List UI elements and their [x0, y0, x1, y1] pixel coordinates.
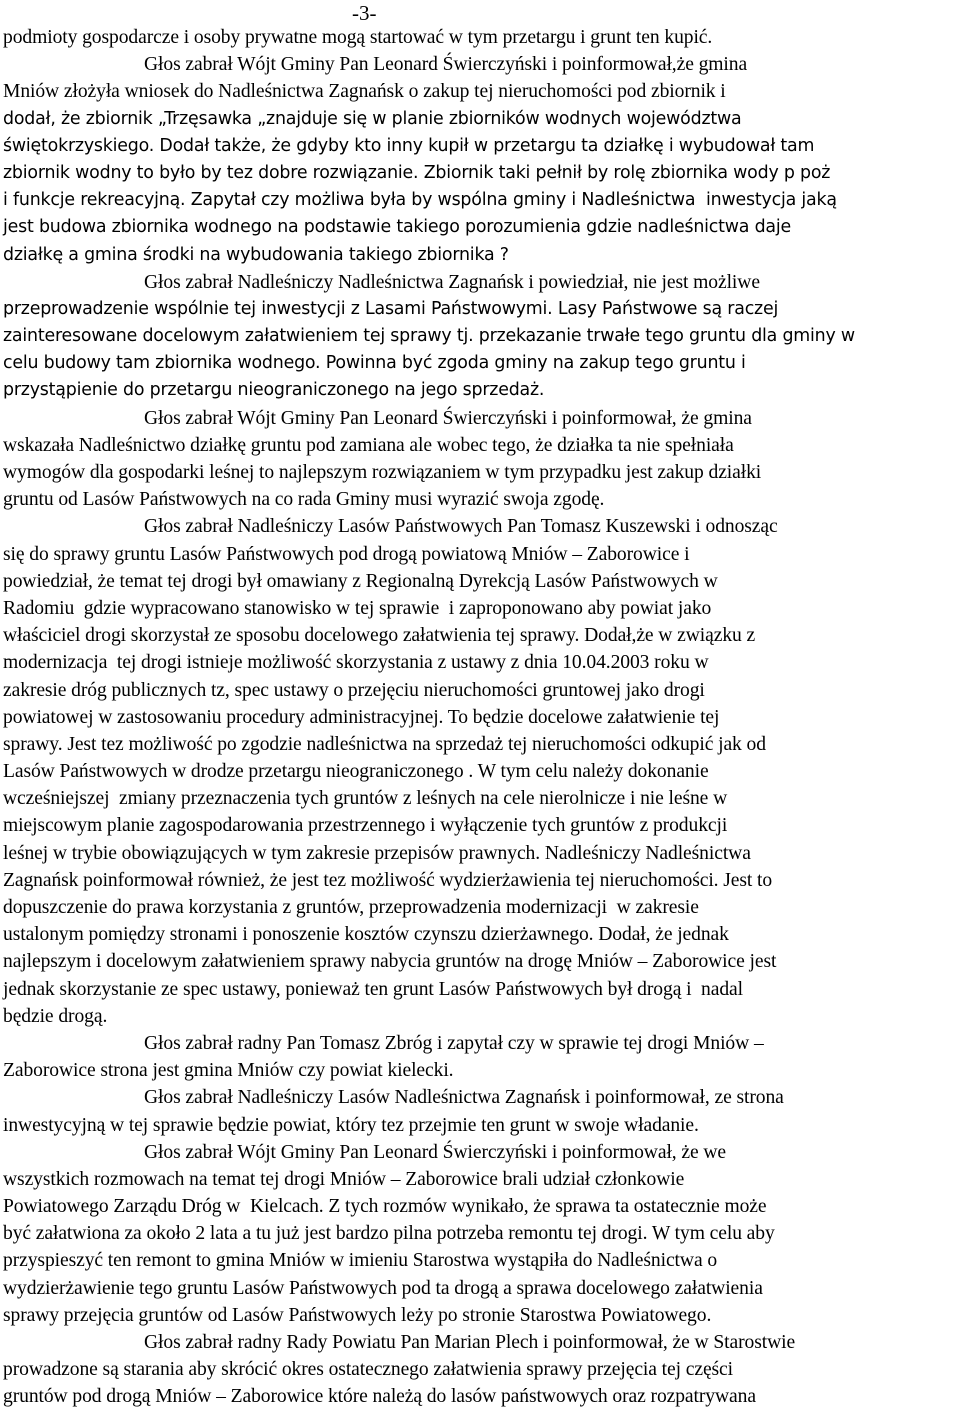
text-line: Głos zabrał Wójt Gminy Pan Leonard Świerczyński i poinformował, że gmina — [144, 407, 752, 429]
text-line: modernizacja tej drogi istnieje możliwość skorzystania z ustawy z dnia 10.04.2003 roku w — [3, 652, 709, 674]
text-line: powiatowej w zastosowaniu procedury administracyjnej. To będzie docelowe załatwienie tej — [3, 706, 720, 728]
text-line: Głos zabrał Wójt Gminy Pan Leonard Świerczyński i poinformował,że gmina — [144, 54, 748, 76]
text-line: i funkcje rekreacyjną. Zapytał czy możliwa była by wspólna gminy i Nadleśnictwa inwestycja jaką — [3, 190, 837, 211]
text-line: działkę a gmina środki na wybudowania takiego zbiornika ? — [3, 244, 509, 265]
text-line: Głos zabrał Nadleśniczy Lasów Nadleśnictwa Zagnańsk i poinformował, ze strona — [144, 1087, 784, 1109]
text-line: miejscowym planie zagospodarowania przestrzennego i wyłączenie tych gruntów z produkcji — [3, 815, 728, 837]
text-line: być załatwiona za około 2 lata a tu już jest bardzo pilna potrzeba remontu tej drogi. W tym celu aby — [3, 1223, 775, 1245]
text-line: wskazała Nadleśnictwo działkę gruntu pod zamiana ale wobec tego, że działka ta nie spełniała — [3, 434, 734, 456]
text-line: właściciel drogi skorzystał ze sposobu docelowego załatwienia tej sprawy. Dodał,że w związku z — [3, 625, 756, 647]
text-line: się do sprawy gruntu Lasów Państwowych pod drogą powiatową Mniów – Zaborowice i — [3, 543, 690, 565]
text-line: Głos zabrał radny Pan Tomasz Zbróg i zapytał czy w sprawie tej drogi Mniów – — [144, 1032, 764, 1054]
text-line: wymogów dla gospodarki leśnej to najlepszym rozwiązaniem w tym przypadku jest zakup działki — [3, 462, 762, 483]
text-line: prowadzone są starania aby skrócić okres ostatecznego załatwienia sprawy przejęcia tej części — [3, 1359, 734, 1381]
text-line: inwestycyjną w tej sprawie będzie powiat, który tez przejmie ten grunt w swoje władanie. — [3, 1114, 699, 1136]
text-line: sprawy przejęcia gruntów od Lasów Państwowych leży po stronie Starostwa Powiatowego. — [3, 1304, 712, 1326]
text-line: Głos zabrał Wójt Gminy Pan Leonard Świerczyński i poinformował, że we — [144, 1141, 727, 1163]
text-line: Powiatowego Zarządu Dróg w Kielcach. Z tych rozmów wynikało, że sprawa ta ostatecznie może — [3, 1196, 767, 1218]
text-line: celu budowy tam zbiornika wodnego. Powinna być zgoda gminy na zakup tego gruntu i — [3, 353, 746, 374]
text-line: przyspieszyć ten remont to gmina Mniów w imieniu Starostwa wystąpiła do Nadleśnictwa o — [3, 1250, 718, 1272]
text-line: Lasów Państwowych w drodze przetargu nieograniczonego . W tym celu należy dokonanie — [3, 761, 709, 783]
text-line: wszystkich rozmowach na temat tej drogi Mniów – Zaborowice brali udział członkowie — [3, 1168, 685, 1190]
text-line: powiedział, że temat tej drogi był omawiany z Regionalną Dyrekcją Lasów Państwowych w — [3, 570, 718, 592]
text-line: wcześniejszej zmiany przeznaczenia tych gruntów z leśnych na cele nierolnicze i nie leśne w — [3, 788, 728, 810]
text-line: Głos zabrał Nadleśniczy Lasów Państwowych Pan Tomasz Kuszewski i odnosząc — [144, 516, 778, 538]
text-line: najlepszym i docelowym załatwieniem sprawy nabycia gruntów na drogę Mniów – Zaborowice jest — [3, 951, 777, 973]
text-line: Mniów złożyła wniosek do Nadleśnictwa Zagnańsk o zakup tej nieruchomości pod zbiornik i — [3, 81, 726, 103]
text-line: sprawy. Jest tez możliwość po zgodzie nadleśnictwa na sprzedaż tej nieruchomości odkupić jak od — [3, 733, 766, 755]
text-line: świętokrzyskiego. Dodał także, że gdyby kto inny kupił w przetargu ta działkę i wybudował tam — [3, 135, 815, 156]
text-line: jest budowa zbiornika wodnego na podstawie takiego porozumienia gdzie nadleśnictwa daje — [3, 217, 792, 238]
text-line: leśnej w trybie obowiązujących w tym zakresie przepisów prawnych. Nadleśniczy Nadleśnictwa — [3, 842, 751, 864]
page-number: -3- — [352, 1, 377, 25]
text-line: zainteresowane docelowym załatwieniem tej sprawy tj. przekazanie trwałe tego gruntu dla gminy w — [3, 326, 855, 347]
text-line: wydzierżawienie tego gruntu Lasów Państwowych pod ta drogą a sprawa docelowego załatwienia — [3, 1277, 763, 1299]
text-line: Głos zabrał radny Rady Powiatu Pan Marian Plech i poinformował, że w Starostwie — [144, 1332, 796, 1353]
text-line: ustalonym pomiędzy stronami i ponoszenie kosztów czynszu dzierżawnego. Dodał, że jednak — [3, 924, 729, 946]
text-line: gruntów pod drogą Mniów – Zaborowice które należą do lasów państwowych oraz rozpatrywana — [3, 1386, 756, 1408]
text-line: podmioty gospodarcze i osoby prywatne mogą startować w tym przetargu i grunt ten kupić. — [3, 27, 713, 48]
text-line: gruntu od Lasów Państwowych na co rada Gminy musi wyrazić swoja zgodę. — [3, 489, 605, 511]
text-line: Głos zabrał Nadleśniczy Nadleśnictwa Zagnańsk i powiedział, nie jest możliwe — [144, 271, 760, 293]
text-line: zbiornik wodny to było by tez dobre rozwiązanie. Zbiornik taki pełnił by rolę zbiornika wody p poż — [3, 162, 831, 183]
text-line: Zaborowice strona jest gmina Mniów czy powiat kielecki. — [3, 1060, 454, 1082]
text-line: przeprowadzenie wspólnie tej inwestycji z Lasami Państwowymi. Lasy Państwowe są raczej — [3, 298, 779, 319]
text-line: dopuszczenie do prawa korzystania z gruntów, przeprowadzenia modernizacji w zakresie — [3, 897, 699, 918]
text-line: dodał, że zbiornik „Trzęsawka „znajduje się w planie zbiorników wodnych województwa — [3, 108, 742, 129]
text-line: Radomiu gdzie wypracowano stanowisko w tej sprawie i zaproponowano aby powiat jako — [3, 597, 712, 619]
text-line: zakresie dróg publicznych tz, spec ustawy o przejęciu nieruchomości gruntowej jako drogi — [3, 679, 705, 701]
text-line: przystąpienie do przetargu nieograniczonego na jego sprzedaż. — [3, 380, 545, 401]
text-line: jednak skorzystanie ze spec ustawy, ponieważ ten grunt Lasów Państwowych był drogą i nadal — [3, 978, 743, 1000]
body-text — [3, 24, 957, 1411]
text-line: Zagnańsk poinformował również, że jest tez możliwość wydzierżawienia tej nieruchomości. Jest to — [3, 869, 773, 891]
text-line: będzie drogą. — [3, 1005, 108, 1027]
